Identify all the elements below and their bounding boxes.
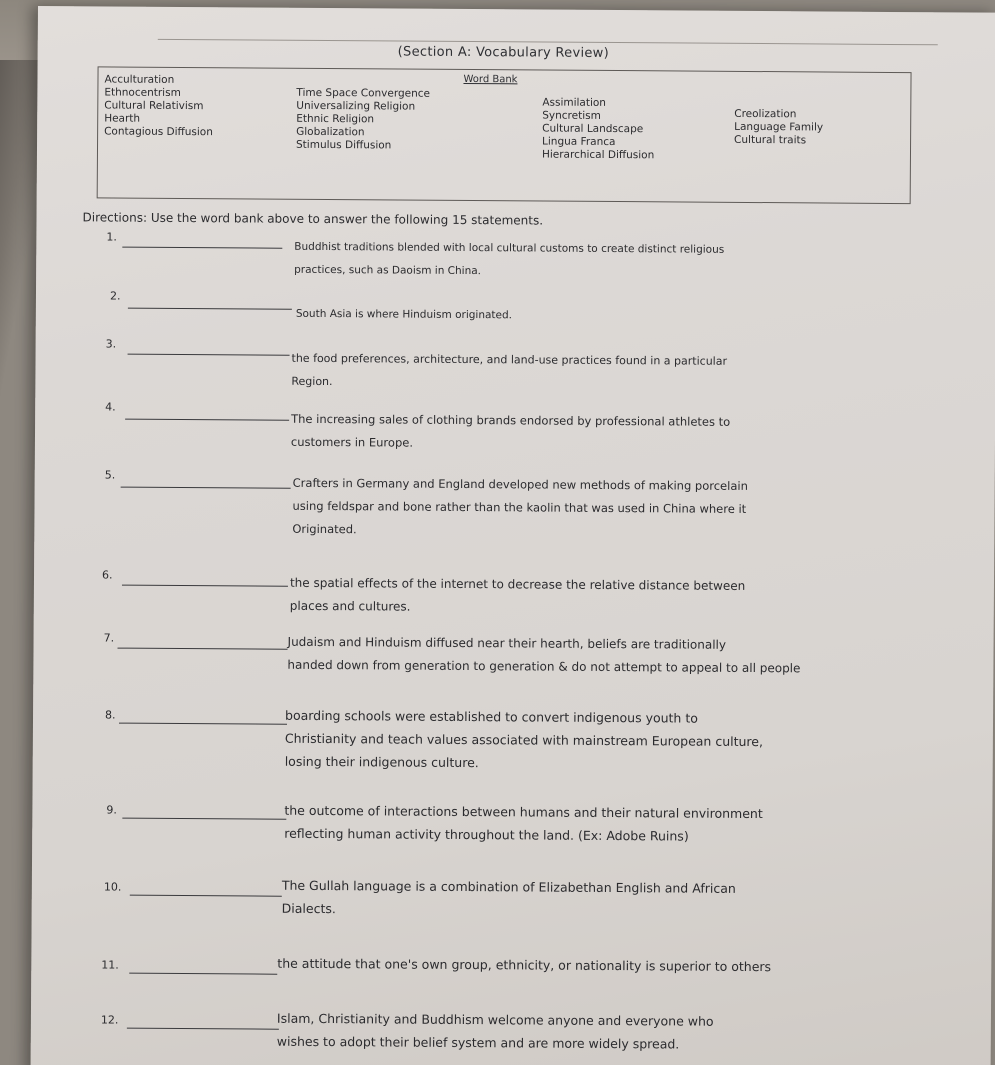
question-number: 7.: [103, 631, 115, 645]
statement-line: the attitude that one's own group, ethnicity, or nationality is superior to others: [277, 955, 772, 975]
word-bank-term: Lingua Franca: [542, 135, 616, 149]
section-title: (Section A: Vocabulary Review): [397, 44, 610, 61]
word-bank-column-4: [734, 108, 823, 148]
word-bank-term: Cultural traits: [734, 133, 807, 147]
word-bank-term: Globalization: [296, 125, 365, 139]
word-bank-term: Cultural Relativism: [104, 99, 204, 113]
answer-blank[interactable]: [128, 354, 290, 356]
question-number: 5.: [104, 468, 116, 482]
worksheet-page: [31, 6, 995, 1065]
statement-line: Judaism and Hinduism diffused near their hearth, beliefs are traditionally: [287, 634, 727, 652]
word-bank-term: Ethnocentrism: [104, 86, 181, 99]
statement-line: customers in Europe.: [290, 434, 414, 450]
statement-line: losing their indigenous culture.: [284, 753, 479, 771]
word-bank-term: Assimilation: [542, 96, 607, 109]
statement-line: Christianity and teach values associated with mainstream European culture,: [284, 730, 764, 750]
answer-blank[interactable]: [122, 585, 288, 587]
answer-blank[interactable]: [119, 723, 287, 725]
statement-line: Dialects.: [281, 900, 336, 917]
answer-blank[interactable]: [118, 648, 288, 650]
answer-blank[interactable]: [125, 419, 289, 421]
statement-line: Crafters in Germany and England developed new methods of making porcelain: [292, 475, 748, 493]
word-bank-column-2: [296, 87, 430, 153]
word-bank-term: Contagious Diffusion: [104, 125, 213, 139]
statement-line: The Gullah language is a combination of Elizabethan English and African: [281, 877, 736, 896]
question-number: 10.: [103, 880, 122, 894]
question-statement: [292, 472, 748, 544]
word-bank-column-3: [542, 97, 655, 163]
directions-text: Directions: Use the word bank above to answer the following 15 statements.: [82, 210, 544, 228]
answer-blank[interactable]: [121, 487, 291, 489]
answer-blank[interactable]: [122, 818, 286, 820]
header-rule: [158, 39, 938, 45]
question-number: 11.: [101, 958, 119, 972]
answer-blank[interactable]: [128, 308, 292, 310]
statement-line: South Asia is where Hinduism originated.: [295, 307, 513, 322]
word-bank-term: Cultural Landscape: [542, 122, 644, 136]
statement-line: boarding schools were established to convert indigenous youth to: [285, 707, 698, 726]
word-bank-title: Word Bank: [463, 73, 518, 86]
word-bank-term: Ethnic Religion: [296, 112, 375, 126]
question-number: 9.: [106, 803, 117, 817]
word-bank-term: Acculturation: [104, 73, 175, 86]
statement-line: The increasing sales of clothing brands endorsed by professional athletes to: [291, 411, 731, 429]
word-bank-term: Hearth: [104, 112, 141, 125]
statement-line: the spatial effects of the internet to decrease the relative distance between: [289, 575, 746, 593]
answer-blank[interactable]: [130, 895, 282, 897]
statement-line: handed down from generation to generation & do not attempt to appeal to all people: [287, 657, 801, 676]
statement-line: reflecting human activity throughout the land. (Ex: Adobe Ruins): [284, 825, 689, 844]
question-number: 6.: [101, 568, 113, 582]
question-statement: [282, 874, 736, 923]
word-bank-term: Stimulus Diffusion: [295, 138, 392, 152]
statement-line: using feldspar and bone rather than the kaolin that was used in China where it: [292, 498, 747, 516]
word-bank-term: Time Space Convergence: [296, 86, 431, 100]
word-bank-box: [97, 66, 912, 204]
word-bank-term: Universalizing Religion: [296, 99, 416, 113]
statement-line: Originated.: [292, 521, 357, 537]
statement-line: practices, such as Daoism in China.: [294, 263, 482, 278]
question-number: 12.: [100, 1013, 119, 1027]
question-statement: [296, 303, 512, 328]
statement-line: wishes to adopt their belief system and are more widely spread.: [276, 1033, 680, 1052]
answer-blank[interactable]: [129, 973, 277, 975]
word-bank-term: Language Family: [734, 120, 824, 134]
statement-line: the outcome of interactions between humans and their natural environment: [284, 802, 763, 822]
question-statement: [291, 347, 727, 396]
word-bank-term: Hierarchical Diffusion: [541, 148, 655, 162]
question-number: 3.: [105, 337, 117, 351]
question-statement: [287, 631, 800, 681]
answer-blank[interactable]: [122, 247, 282, 249]
question-statement: [277, 1007, 714, 1056]
word-bank-term: Syncretism: [542, 109, 601, 122]
statement-line: places and cultures.: [289, 598, 411, 614]
question-statement: [291, 408, 730, 457]
question-statement: [277, 952, 771, 978]
word-bank-column-1: [104, 73, 213, 139]
word-bank-term: Creolization: [734, 107, 797, 121]
question-number: 1.: [106, 230, 117, 244]
statement-line: the food preferences, architecture, and land-use practices found in a particular: [291, 351, 728, 368]
answer-blank[interactable]: [127, 1028, 279, 1030]
question-number: 2.: [109, 289, 121, 303]
statement-line: Buddhist traditions blended with local cultural customs to create distinct religious: [294, 240, 725, 256]
statement-line: Region.: [291, 374, 333, 389]
question-statement: [294, 236, 724, 285]
question-statement: [290, 572, 746, 621]
question-statement: [284, 799, 763, 848]
question-number: 8.: [105, 708, 116, 722]
question-number: 4.: [105, 400, 116, 414]
statement-line: Islam, Christianity and Buddhism welcome anyone and everyone who: [276, 1010, 714, 1029]
question-statement: [285, 704, 764, 776]
